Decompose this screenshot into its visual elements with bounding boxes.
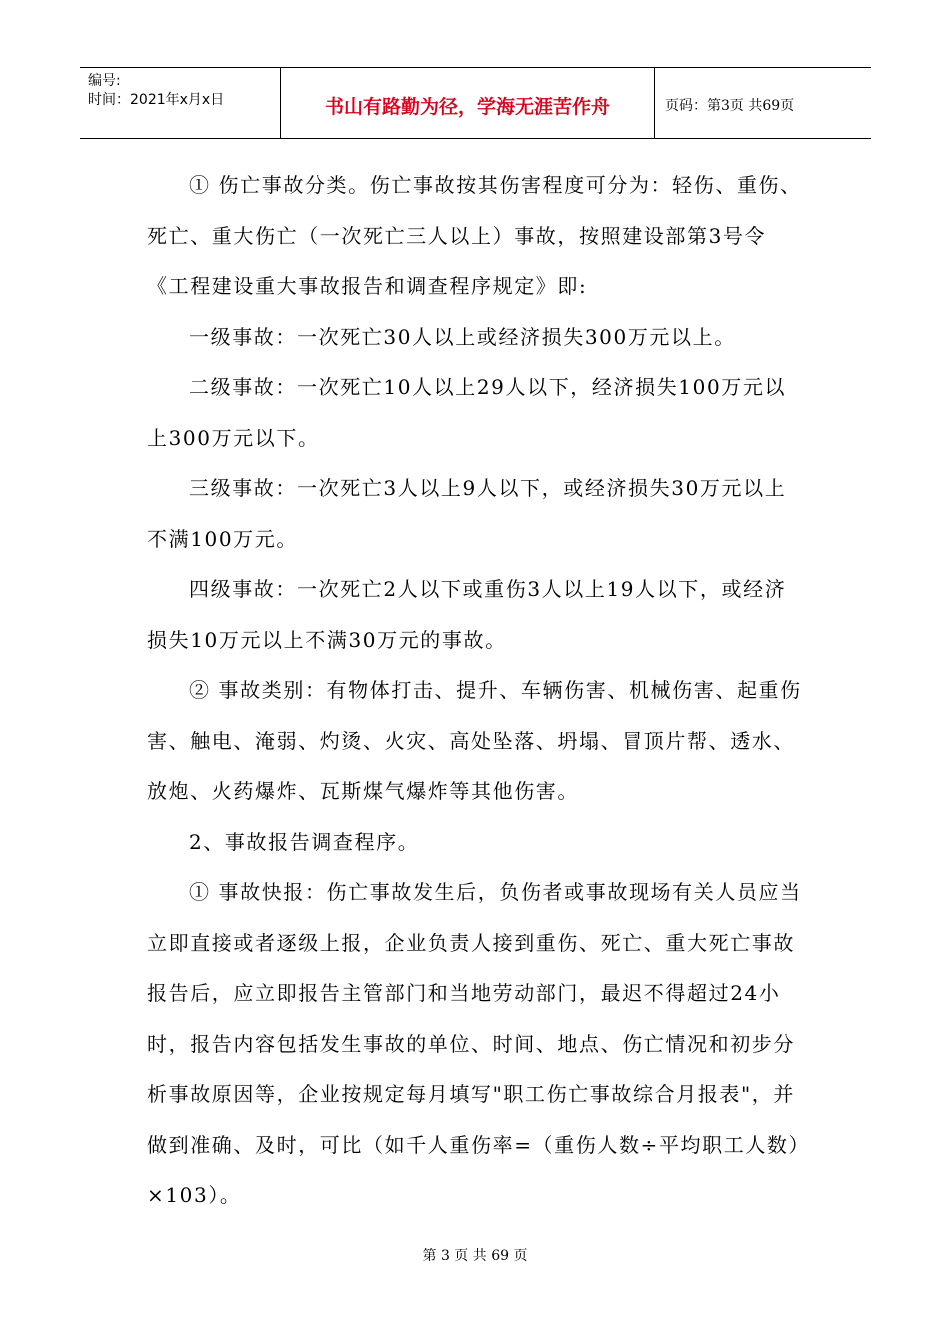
page-footer: 第 3 页 共 69 页 [422,1248,528,1264]
document-body [147,160,807,1221]
paragraph: 2、事故报告调查程序。 [189,829,420,854]
page-header [80,67,871,139]
paragraph: ① 伤亡事故分类。伤亡事故按其伤害程度可分为：轻伤、重伤、死亡、重大伤亡（一次死亡三人以上）事故，按照建设部第3号令《工程建设重大事故报告和调查程序规定》即: [147,173,802,298]
paragraph: 一级事故：一次死亡30人以上或经济损失300万元以上。 [189,324,736,349]
document-time-label: 时间：2021年x月x日 [88,92,225,108]
header-page-info: 页码：第3页 共69页 [665,98,795,114]
header-info-cell [80,68,281,138]
paragraph: ① 事故快报：伤亡事故发生后，负伤者或事故现场有关人员应当立即直接或者逐级上报，企业负责人接到重伤、死亡、重大死亡事故报告后，应立即报告主管部门和当地劳动部门，最迟不得超过24小时，报告内容包括发生事故的单位、时间、地点、伤亡情况和初步分析事故原因等，企业按规定每月填写"职工伤亡事故综合月报表"，并做到准确、及时，可比（如千人重伤率=（重伤人数÷平均职工人数）×103）。 [147,880,802,1207]
document-number-label: 编号: [88,73,121,89]
header-motto: 书山有路勤为径，学海无涯苦作舟 [281,68,655,138]
paragraph: 二级事故：一次死亡10人以上29人以下，经济损失100万元以上300万元以下。 [147,375,787,450]
paragraph: 四级事故：一次死亡2人以下或重伤3人以上19人以下，或经济损失10万元以上不满30万元的事故。 [147,577,787,652]
paragraph: ② 事故类别：有物体打击、提升、车辆伤害、机械伤害、起重伤害、触电、淹弱、灼烫、火灾、高处坠落、坍塌、冒顶片帮、透水、放炮、火药爆炸、瓦斯煤气爆炸等其他伤害。 [147,678,802,803]
paragraph: 三级事故：一次死亡3人以上9人以下，或经济损失30万元以上不满100万元。 [147,476,787,551]
